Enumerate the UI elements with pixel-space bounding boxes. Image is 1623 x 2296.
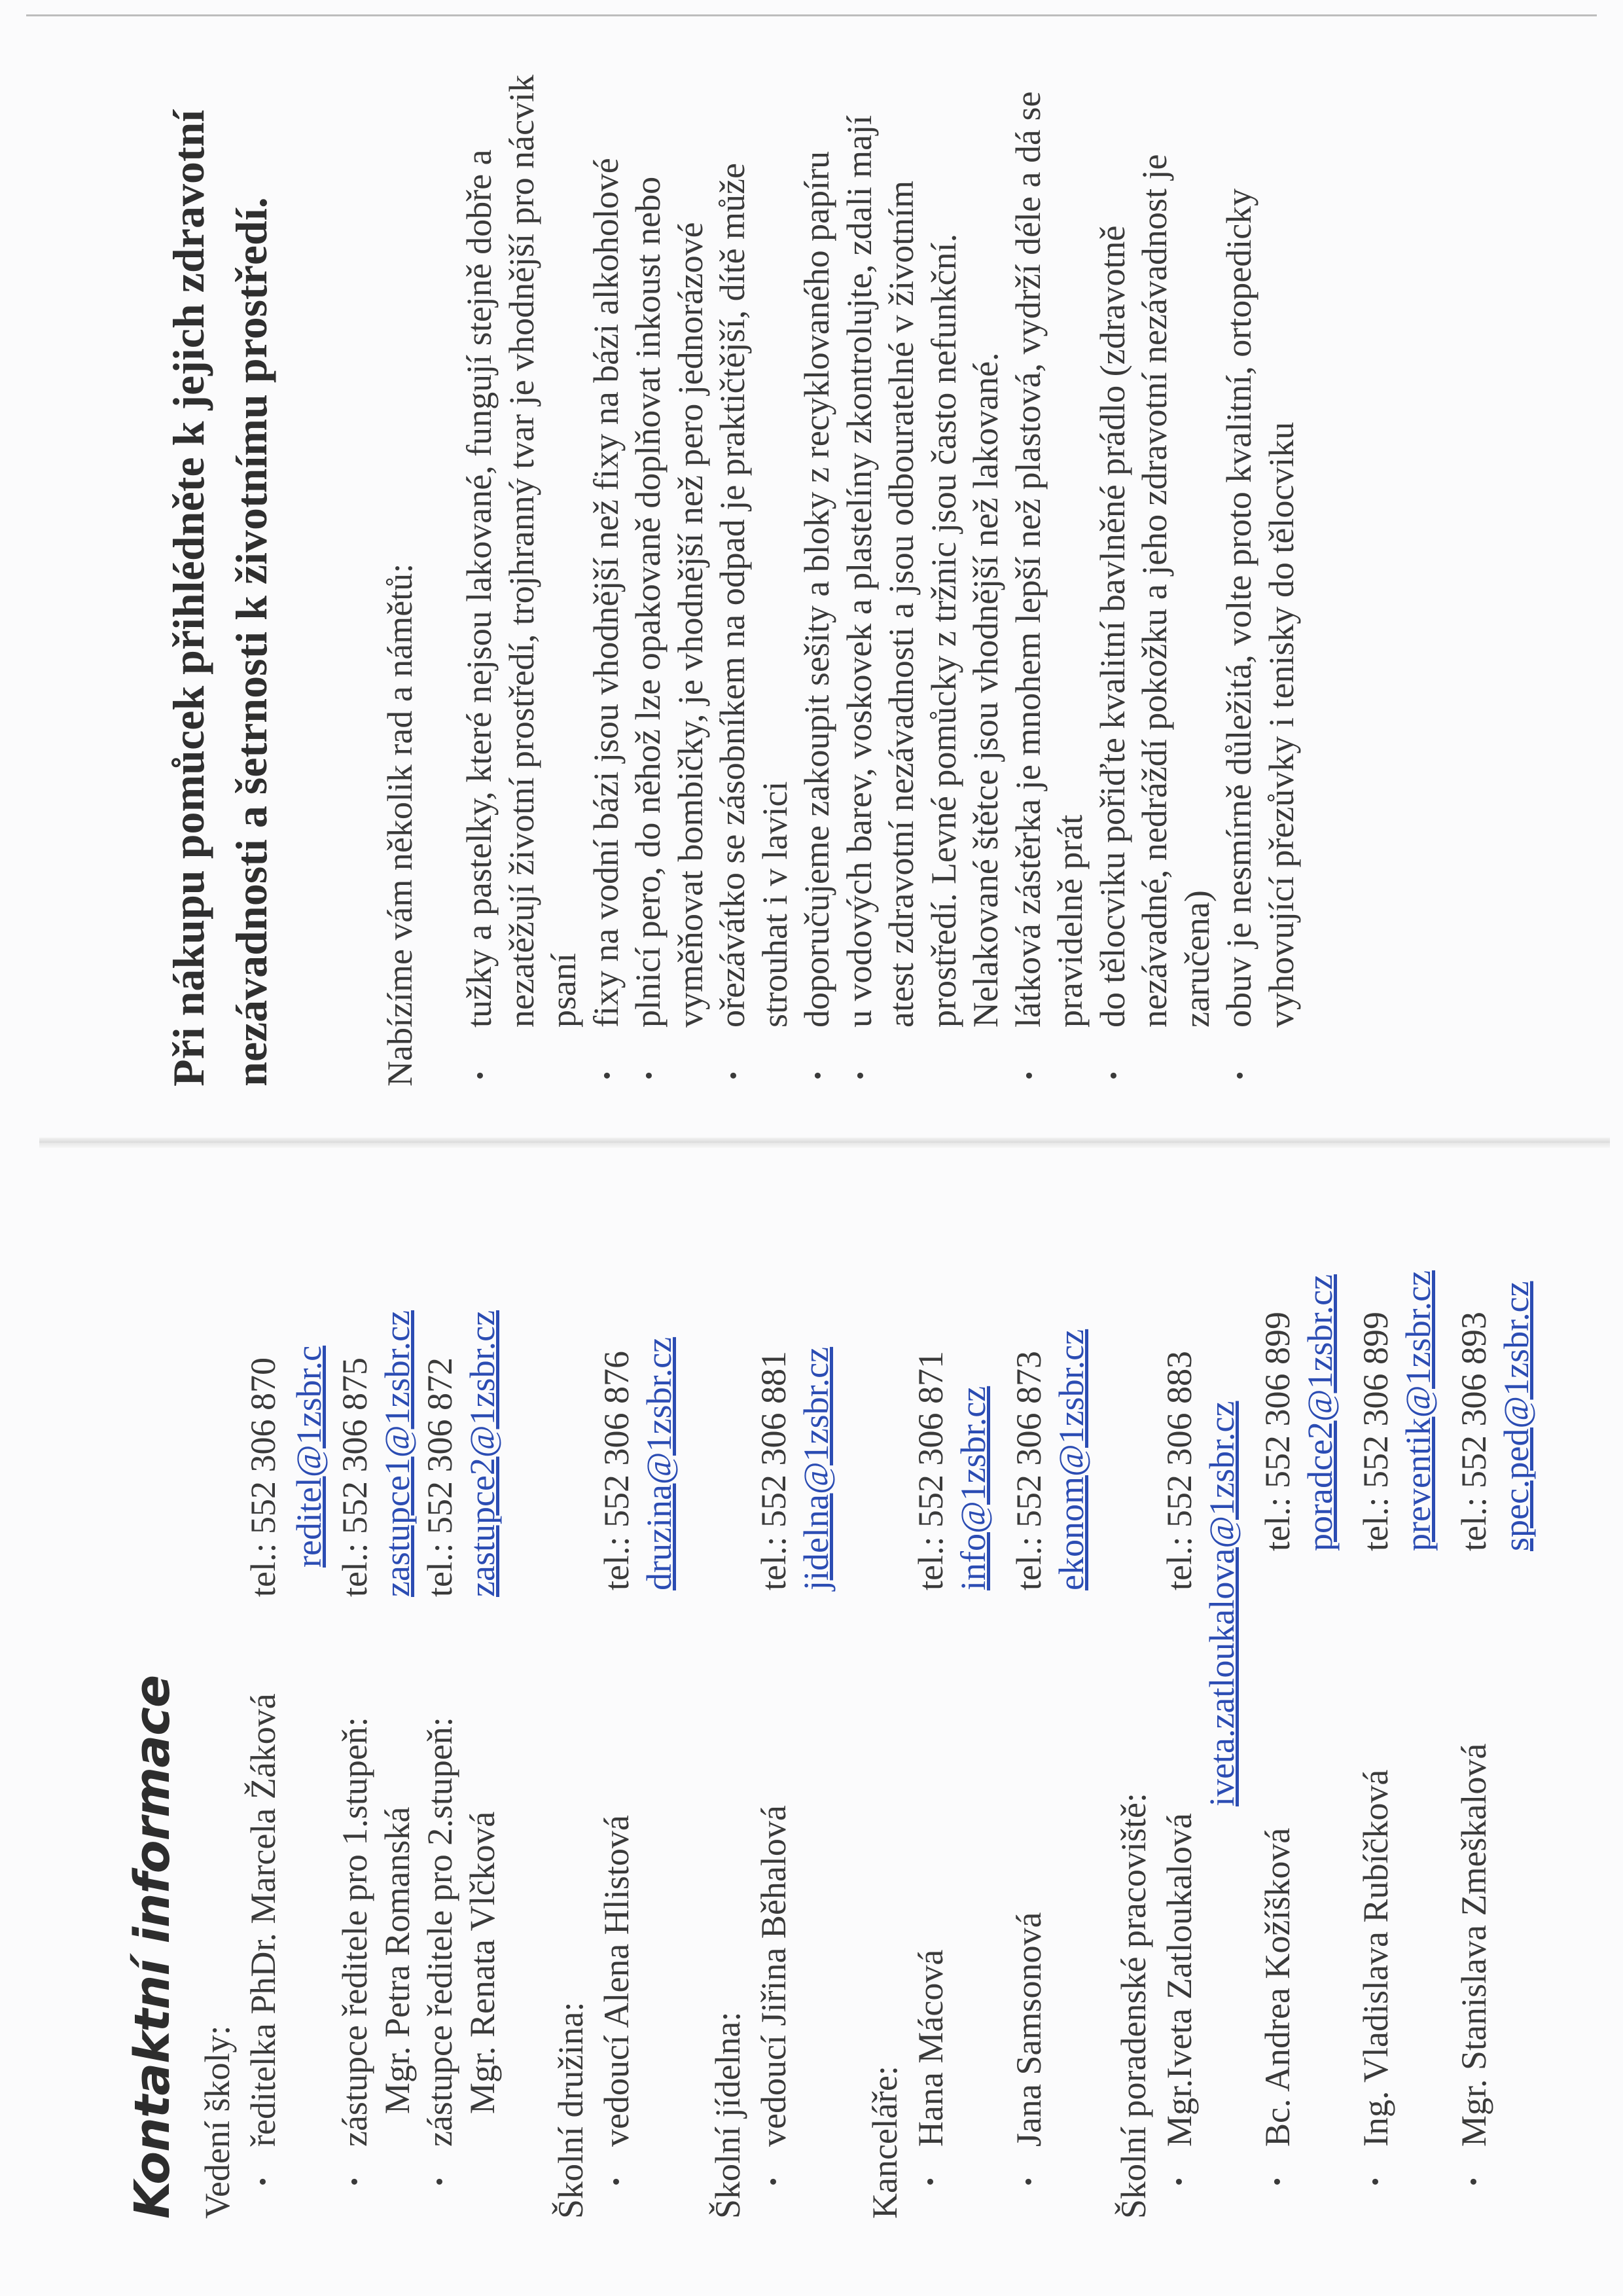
entry-phone: tel.: 552 306 893 [1454, 1312, 1493, 1551]
tips-panel [118, 46, 1571, 1119]
entry-role: • Jana Samsonová [1008, 1912, 1050, 2147]
entry-phone: tel.: 552 306 871 [911, 1351, 950, 1590]
entry-role: • Bc. Andrea Kožíšková [1257, 1828, 1298, 2147]
entry-name: Mgr. Petra Romanská [378, 1806, 417, 2114]
tip-item: • tužky a pastelky, které nejsou lakované, fungují stejně dobře a nezatěžují životní prostředí, trojhranný tvar je vhodnější pro nácvik psaní [458, 59, 585, 1028]
entry-role: • Mgr.Iveta Zatloukalová [1158, 1813, 1200, 2147]
entry-email[interactable]: jidelna@1zsbr.cz [796, 1346, 836, 1590]
tips-list [458, 59, 1302, 1028]
section-jidelna: Školní jídelna: [708, 2011, 747, 2219]
entry-phone: tel.: 552 306 881 [754, 1351, 793, 1590]
entry-email[interactable]: preventik@1zsbr.cz [1399, 1270, 1438, 1551]
entry-phone: tel.: 552 306 873 [1009, 1351, 1048, 1590]
entry-role: • vedoucí Alena Hlistová [596, 1815, 637, 2147]
entry-role: • ředitelka PhDr. Marcela Žáková [242, 1693, 284, 2147]
tip-item: • obuv je nesmírně důležitá, volte proto kvalitní, ortopedicky vyhovující přezůvky i tenisky do tělocviku [1218, 59, 1302, 1028]
tips-title: Při nákupu pomůcek přihlédněte k jejich zdravotní nezávadnosti a šetrnosti k životnímu prostředí. [164, 109, 276, 1086]
entry-role: • zástupce ředitele pro 1.stupeň: [334, 1717, 376, 2147]
entry-name: Mgr. Renata Vlčková [463, 1811, 502, 2114]
entry-phone: tel.: 552 306 883 [1160, 1351, 1199, 1590]
entry-email[interactable]: spec.ped@1zsbr.cz [1497, 1281, 1536, 1551]
section-poradenske: Školní poradenské pracoviště: [1114, 1793, 1153, 2219]
entry-email[interactable]: reditel@1zsbr.c [289, 1345, 329, 1568]
entry-email[interactable]: ekonom@1zsbr.cz [1052, 1329, 1091, 1590]
entry-role: • Hana Mácová [910, 1950, 952, 2147]
landscape-spread [118, 33, 1571, 2245]
section-vedeni: Vedení školy: [198, 2025, 237, 2219]
entry-email[interactable]: druzina@1zsbr.cz [639, 1336, 679, 1590]
entry-email[interactable]: zastupce1@1zsbr.cz [378, 1310, 417, 1597]
tip-item: • do tělocviku pořiďte kvalitní bavlněné prádlo (zdravotně nezávadné, nedráždí pokožku a jeho zdravotní nezávadnost je zaručena) [1092, 59, 1219, 1028]
tip-item: • plnicí pero, do něhož lze opakovaně doplňovat inkoust nebo vyměňovat bombičky, je vhodnější než pero jednorázové [627, 59, 711, 1028]
entry-phone: tel.: 552 306 870 [243, 1357, 283, 1597]
entry-role: • zástupce ředitele pro 2.stupeň: [419, 1717, 461, 2147]
entry-phone: tel.: 552 306 899 [1356, 1312, 1395, 1551]
entry-phone: tel.: 552 306 875 [335, 1357, 374, 1597]
entry-phone: tel.: 552 306 876 [597, 1351, 636, 1590]
contacts-title: Kontaktní informace [124, 1675, 181, 2219]
tip-item: • u vodových barev, voskovek a plastelíny zkontrolujte, zdali mají atest zdravotní nezávadnosti a jsou odbouratelné v životním prostředí. Levné pomůcky z tržnic jsou často nefunkční. Nelakované štětce jsou vhodnější než lakované. [838, 59, 1007, 1028]
tip-item: • ořezávátko se zásobníkem na odpad je praktičtější, dítě může strouhat i v lavici [711, 59, 796, 1028]
entry-email[interactable]: iveta.zatloukalova@1zsbr.cz [1202, 1401, 1241, 1806]
tip-item: • látková zástěrka je mnohem lepší než plastová, vydrží déle a dá se pravidelně prát [1007, 59, 1092, 1028]
page-edge-line [26, 14, 1597, 16]
entry-role: • vedoucí Jiřina Běhalová [753, 1805, 794, 2147]
tips-intro: Nabízíme vám několik rad a námětů: [380, 563, 419, 1086]
entry-email[interactable]: poradce2@1zsbr.cz [1300, 1274, 1340, 1551]
entry-role: • Mgr. Stanislava Zmeškalová [1453, 1744, 1495, 2147]
section-kancelare: Kanceláře: [865, 2066, 904, 2219]
contacts-panel [118, 1165, 1571, 2245]
entry-email[interactable]: info@1zsbr.cz [954, 1386, 993, 1590]
tip-item: • fixy na vodní bázi jsou vhodnější než fixy na bázi alkoholové [585, 59, 628, 1028]
entry-role: • Ing. Vladislava Rubíčková [1355, 1770, 1397, 2147]
entry-phone: tel.: 552 306 872 [420, 1357, 459, 1597]
tip-item: • doporučujeme zakoupit sešity a bloky z recyklovaného papíru [796, 59, 838, 1028]
section-druzina: Školní družina: [551, 2001, 590, 2219]
entry-email[interactable]: zastupce2@1zsbr.cz [463, 1310, 502, 1597]
entry-phone: tel.: 552 306 899 [1258, 1312, 1297, 1551]
rotated-content [118, 33, 1571, 2245]
